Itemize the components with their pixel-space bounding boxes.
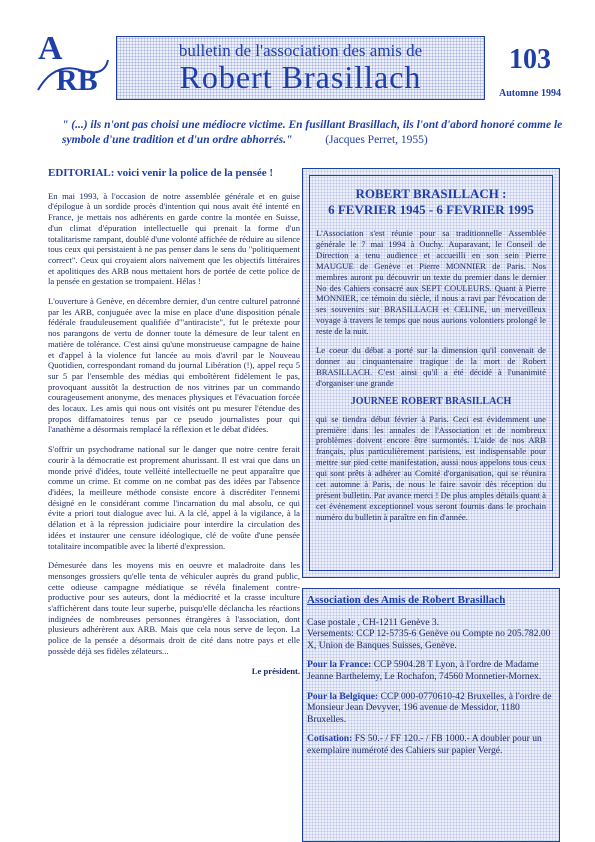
issue-date: Automne 1994 bbox=[499, 88, 561, 99]
anniversary-paragraph: Le coeur du débat a porté sur la dimension qu'il convenait de donner au cinquantenaire tragique de la mort de Robert BRASILLACH. C'est ainsi qu'il a été décidé à l'unanimité d'organiser une grande bbox=[316, 345, 546, 388]
association-heading: Association des Amis de Robert Brasillach bbox=[307, 594, 506, 606]
anniversary-paragraph: qui se tiendra début février à Paris. Ceci est évidemment une première dans les annales de l'Association et de nombreux problèmes doivent encore être surmontés. L'aide de nos ARB français, plus particulièrement parisiens, est indispensable pour mettre sur pied cette manifestation, aussi nous appelons tous ceux qui sont prêts à adhérer au Comité d'organisation, qui se réunira cet automne à Paris, de nous le faire savoir dès réception du présent bulletin. Par avance merci ! De plus amples détails quant à cet événement exceptionnel vous seront fournis dans le prochain numéro du bulletin à paraître en fin d'année. bbox=[316, 413, 546, 522]
quote-attribution: (Jacques Perret, 1955) bbox=[325, 134, 428, 146]
editorial-paragraph: L'ouverture à Genève, en décembre dernier, d'un centre culturel patronné par les ARB, conjuguée avec la mise en place d'une disposition pénale fédérale frauduleusement qualifiée d'"antiraciste", fut le prétexte pour nos parangons de vertu de donner toute la démesure de leur talent en matière de tolérance. C'est ainsi qu'une monstrueuse campagne de haine et d'appel à la violence fut lancée au mois d'avril par le Nouveau Quotidien, correspondant romand du journal Libération (!), appel reçu 5 sur 5 par l'ensemble des médias qui emboîtèrent fidèlement le pas, provoquant aussitôt la destruction de nos vitrines par un commando courageusement anonyme, des menaces physiques et l'évacuation forcée des locaux. Les amis qui nous ont visités ont pu mesurer l'étendue des propos diffamatoires tenus par ce pseudo journalistes pour qui l'anathème a désormais remplacé la réflexion et le débat d'idées. bbox=[48, 296, 300, 435]
anniversary-title bbox=[310, 186, 552, 218]
postal-address bbox=[307, 617, 555, 652]
editorial-paragraph: En mai 1993, à l'occasion de notre assemblée générale et en guise d'épilogue à un sordide procès d'intention qui nous avait été intenté en France, je mettais nos adhérents en garde contre la montée en Suisse, d'un climat d'épuration intellectuelle qui prenait la forme d'un totalitarisme rampant, doublé d'une volonté affichée de réduire au silence tous ceux qui persistaient à ne pas penser dans le sens du "politiquement correct". Ceux qui croyaient alors naïvement que les objectifs littéraires et apolitiques des ARB nous mettaient hors de portée de cette police de la pensée en gestation se trompaient. Hélas ! bbox=[48, 190, 300, 287]
france-text: CCP 5904.28 T Lyon, à l'ordre de Madame Jeanne Barthelemy, Le Rochafon, 74560 Monnetier-Mornex. bbox=[307, 659, 542, 682]
association-info-box bbox=[302, 588, 560, 842]
issue-number: 103 bbox=[509, 44, 551, 75]
editorial-column bbox=[48, 168, 300, 676]
anniversary-subheading: JOURNEE ROBERT BRASILLACH bbox=[350, 395, 512, 407]
france-label: Pour la France: bbox=[307, 659, 372, 671]
epigraph-quote bbox=[62, 118, 572, 148]
membership-dues bbox=[307, 733, 555, 756]
logo-letters-rb: RB bbox=[56, 64, 98, 97]
postal-text: Case postale , CH-1211 Genève 3. bbox=[307, 616, 440, 628]
france-payment bbox=[307, 659, 555, 682]
logo-letter-a: A bbox=[38, 30, 64, 67]
anniversary-title-line2: 6 FEVRIER 1945 - 6 FEVRIER 1995 bbox=[328, 202, 534, 217]
anniversary-box bbox=[302, 168, 560, 578]
anniversary-inner-frame bbox=[309, 175, 553, 571]
dues-text: FS 50.- / FF 120.- / FB 1000.- A doubler pour un exemplaire numéroté des Cahiers sur papier Vergé. bbox=[307, 733, 542, 756]
anniversary-title-line1: ROBERT BRASILLACH : bbox=[355, 186, 507, 201]
association-info-body bbox=[307, 595, 555, 765]
editorial-paragraph: Démesurée dans les moyens mis en oeuvre et maladroite dans les mensonges grossiers qu'elle tenta de véhiculer auprès du grand public, cette odieuse campagne médiatique se révéla finalement contre-productive pour ses auteurs, dont la médiocrité et la crasse inculture s'affichèrent dans toute leur superbe, puisqu'elle déclancha les réactions indignées de nombreuses personnes étrangères à l'association, dont plusieurs adhérèrent aux ARB. Mais que cela nous serve de leçon. La police de la pensée a désormais droit de cité dans notre pays et elle possède déjà ses fidèles zélateurs... bbox=[48, 560, 300, 656]
editorial-paragraph: S'offrir un psychodrame national sur le danger que notre centre ferait courir à la démocratie est proprement ahurissant. Il est vrai que dans un monde privé d'idées, toute velléité intellectuelle ne peut apparaître que comme un crime. Et comme on ne combat pas des idées par l'absence d'idées, la meilleure méthode consiste encore à discréditer l'ennemi désigné en le considérant comme l'incarnation du mal absolu, ce qui évite a priori tout dialogue avec lui. A la clé, appel à la vigilance, à la délation et à la répression judiciaire pour interdire la circulation des idées et instaurer une censure idéologique, clé de voûte d'une pensée totalitaire incompatible avec la liberté d'expression. bbox=[48, 444, 300, 551]
belgium-text: CCP 000-0770610-42 Bruxelles, à l'ordre de Monsieur Jean Devyver, 196 avenue de Messidor, 1180 Bruxelles. bbox=[307, 690, 552, 725]
masthead-title: Robert Brasillach bbox=[179, 59, 422, 95]
belgium-label: Pour la Belgique: bbox=[307, 690, 379, 702]
arb-logo bbox=[34, 30, 114, 98]
masthead-subtitle: bulletin de l'association des amis de bbox=[178, 41, 423, 60]
quote-text: " (...) ils n'ont pas choisi une médiocre victime. En fusillant Brasillach, ils l'ont d'abord honoré comme le symbole d'une tradition et d'un ordre abhorrés." bbox=[62, 119, 563, 146]
anniversary-body bbox=[316, 228, 546, 531]
masthead-title-box bbox=[116, 36, 485, 100]
dues-label: Cotisation: bbox=[307, 733, 353, 745]
belgium-payment bbox=[307, 691, 555, 726]
editorial-heading: EDITORIAL: voici venir la police de la pensée ! bbox=[48, 167, 274, 179]
anniversary-paragraph: L'Association s'est réunie pour sa traditionnelle Assemblée générale le 7 mai 1994 à Ouchy. Auparavant, le Conseil de Direction a tenu audience et accueilli en son sein Pierre MAUGUE de Genève et Pierre MONNIER de Paris. Nos membres auront pu découvrir un texte du premier dans le dernier No des Cahiers consacré aux SEPT COULEURS. Quant à Pierre MONNIER, ce témoin du siècle, il nous a ravi par l'évocation de ses souvenirs sur BRASILLACH et CELINE, un merveilleux voyage à travers le temps que nous aurions volontiers prolongé le reste de la nuit. bbox=[316, 228, 546, 337]
payments-text: Versements: CCP 12-5735-6 Genève ou Compte no 205.782.00 X, Union de Banques Suisses, Genève. bbox=[307, 628, 551, 651]
editorial-signature: Le président. bbox=[251, 665, 300, 676]
